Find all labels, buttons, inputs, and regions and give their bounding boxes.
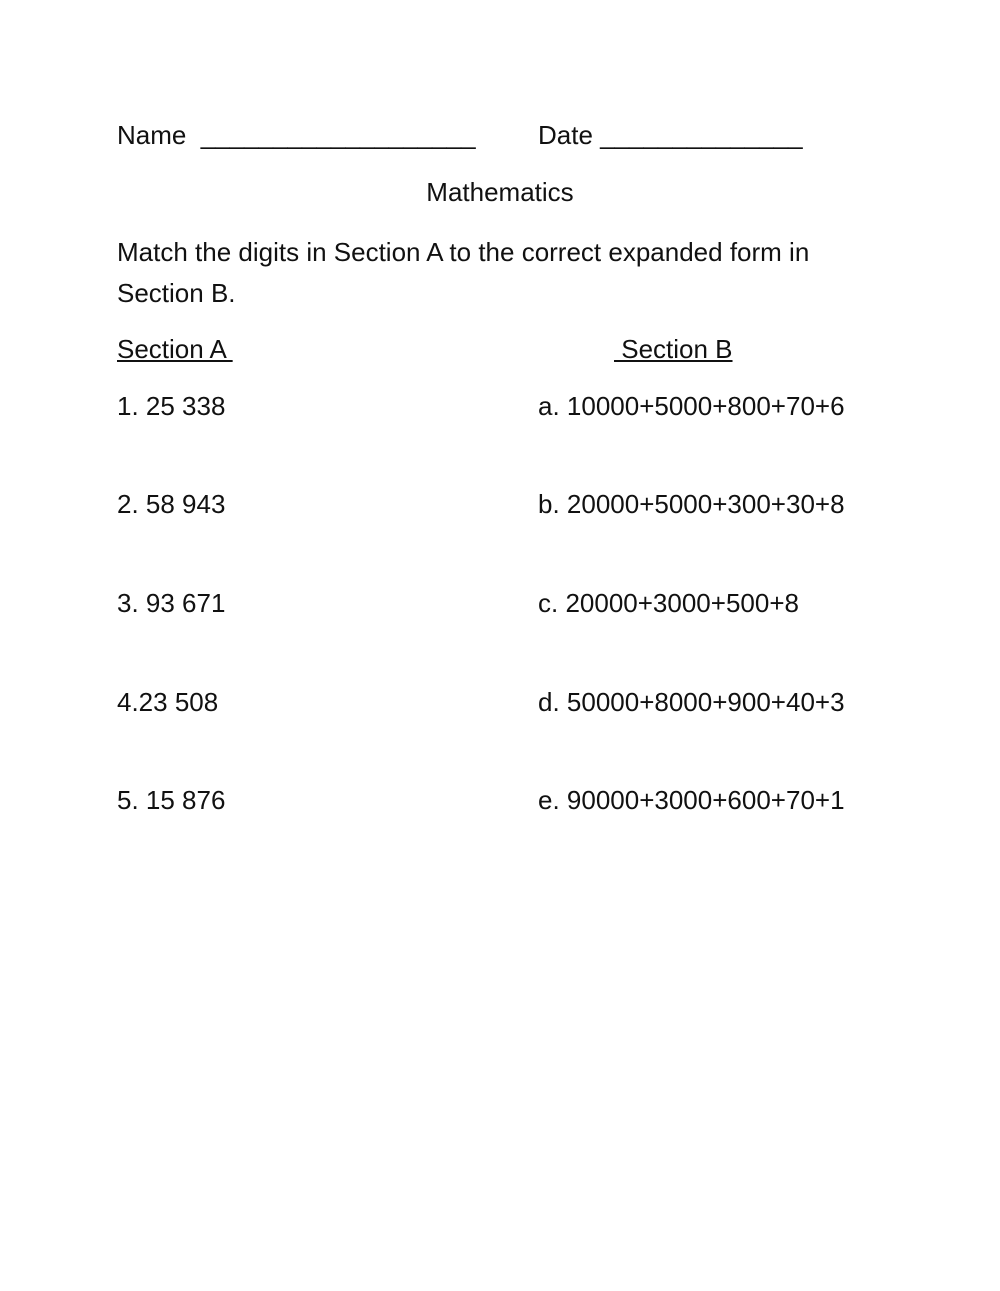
section-a-item: 4.23 508 bbox=[117, 687, 219, 717]
section-b-item: d. 50000+8000+900+40+3 bbox=[538, 687, 845, 717]
page-title: Mathematics bbox=[426, 177, 574, 207]
section-a-heading: Section A bbox=[117, 334, 233, 364]
section-a-item: 5. 15 876 bbox=[117, 785, 226, 815]
section-a-item: 2. 58 943 bbox=[117, 489, 226, 519]
instructions-text: Match the digits in Section A to the correct expanded form in Section B. bbox=[117, 237, 810, 308]
section-b-heading: Section B bbox=[614, 334, 733, 364]
name-field-label: Name ___________________ bbox=[117, 120, 476, 150]
section-b-item: e. 90000+3000+600+70+1 bbox=[538, 785, 845, 815]
section-b-item: c. 20000+3000+500+8 bbox=[538, 588, 799, 618]
section-b-item: b. 20000+5000+300+30+8 bbox=[538, 489, 845, 519]
date-field-label: Date ______________ bbox=[538, 120, 803, 150]
section-a-item: 3. 93 671 bbox=[117, 588, 226, 618]
section-a-item: 1. 25 338 bbox=[117, 391, 226, 421]
section-b-item: a. 10000+5000+800+70+6 bbox=[538, 391, 845, 421]
